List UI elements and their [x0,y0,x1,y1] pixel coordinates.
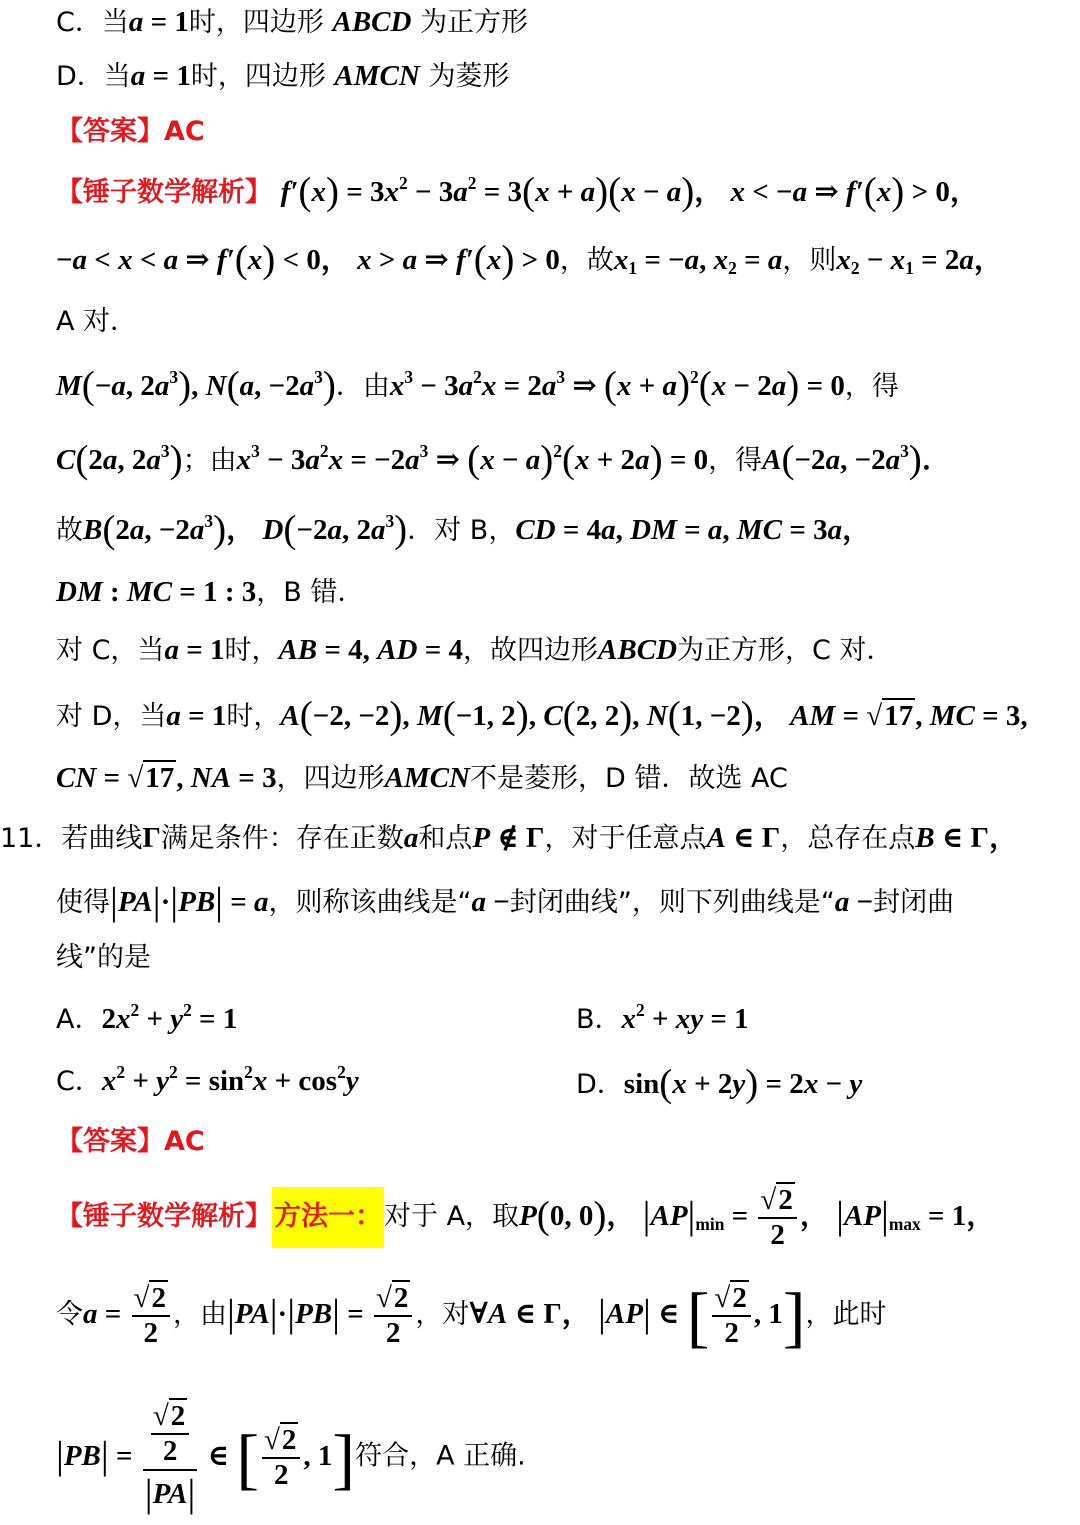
q10-analysis-line-8: 对 C，当a = 1时，AB = 4, AD = 4，故四边形ABCD为正方形，C 对． [56,634,894,666]
q11-stem-line-2: 使得|PA|·|PB| = a，则称该曲线是“a −封闭曲线”，则下列曲线是“a −封闭曲 [56,880,955,923]
q10-analysis-line-5: C(2a, $2a^3$)；由$x^3 - 3a^2x = -2a^3$ ⇒ $(x - a)^2(x + 2a) = 0$，得A(−2a, $-2a^3$)． [56,438,951,481]
q10-analysis-line-6: 故B(2a, $-2a^3$)， D(−2a, $2a^3$)．对 B，CD = 4a, DM = a, MC = 3a， [56,508,872,551]
q10-analysis-line-1: 【锤子数学解析】 $f'(x) = 3x^2 - 3a^2 = 3(x + a)(x - a)$， x < −a ⇒ f′(x) > 0， [56,170,979,213]
q11-option-d: D．sin(x + 2y) = 2x − y [576,1062,863,1105]
q11-stem-line-3: 线”的是 [56,942,151,973]
q10-analysis-line-10: CN = √17, NA = 3，四边形AMCN不是菱形，D 错．故选 AC [56,762,788,794]
method-one-highlight: 方法一： [272,1187,384,1248]
q11-stem-line-1: 11．若曲线Γ满足条件：存在正数a和点P ∉ Γ，对于任意点A ∈ Γ，总存在点B ∈ Γ， [0,822,1018,854]
q11-analysis-line-2: 令a = $\frac{√2}{2}$ ，由|PA|·|PB| = $\frac{√2}{2}$ ，对∀A ∈ Γ， |AP| ∈ [ $\frac{√2}{2}$ , 1]，此时 [56,1278,887,1355]
q11-option-b: B．$x^2$ + xy = 1 [576,1000,749,1036]
prev-option-c: C．当a = 1时，四边形 ABCD 为正方形 [56,6,529,38]
q11-analysis-line-3: |PB| = $\frac{\frac{√2}{2}}{|PA|}$ ∈ [ $\frac{√2}{2}$ , 1]符合，A 正确. [56,1400,526,1515]
q11-analysis-line-1: 【锤子数学解析】方法一：对于 A，取P(0, 0)， $|AP|_{min}$ = $\frac{√2}{2}$ ， $|AP|_{max} = 1$， [56,1184,996,1252]
question-number: 11． [0,823,62,854]
q10-analysis-line-9: 对 D，当a = 1时，A(−2, −2), M(−1, 2), C(2, 2), N(1, −2)， AM = √17, MC = 3, [56,694,1028,737]
q11-answer: 【答案】AC [56,1126,205,1157]
q10-analysis-line-2: −a < x < a ⇒ f′(x) < 0， x > a ⇒ f′(x) > 0，故$x_1 = -a$, $x_2 = a$，则$x_2 - x_1 = 2a$， [56,238,1003,281]
q11-option-c: C．$x^2 + y^2 = \sin^2x + \cos^2y$ [56,1062,359,1098]
q10-analysis-line-4: M(−a, $2a^3$), N(a, $-2a^3$)．由$x^3 - 3a^2x = 2a^3$ ⇒ $(x + a)^2(x - 2a) = 0$，得 [56,364,899,407]
q11-option-a: A．$2x^2 + y^2 = 1$ [56,1000,238,1036]
q10-analysis-line-7: DM : MC = 1 : 3，B 错． [56,576,365,608]
q10-answer: 【答案】AC [56,116,205,147]
q10-analysis-line-3: A 对． [56,306,138,337]
prev-option-d: D．当a = 1时，四边形 AMCN 为菱形 [56,60,510,92]
